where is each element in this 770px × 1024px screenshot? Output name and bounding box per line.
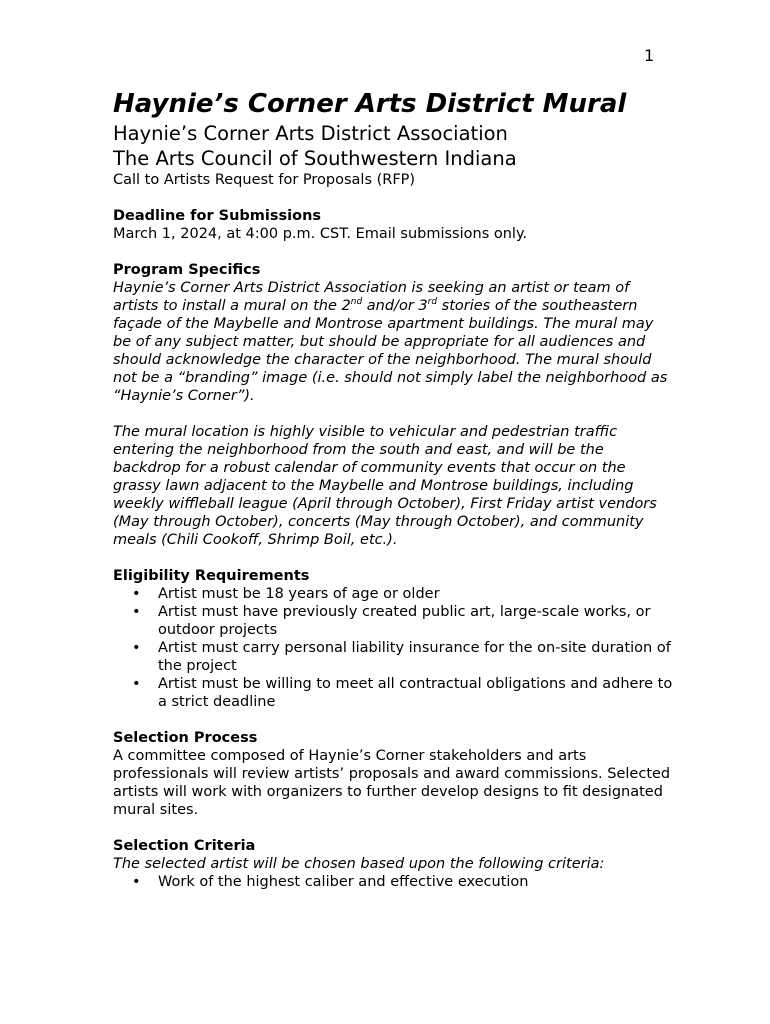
organization-1: Haynie’s Corner Arts District Association [113, 122, 508, 145]
page-title: Haynie’s Corner Arts District Mural [113, 89, 627, 119]
document-type: Call to Artists Request for Proposals (RFP) [113, 172, 416, 188]
list-item: • Artist must be willing to meet all contractual obligations and adhere to a strict deadline [132, 676, 673, 710]
list-item: • Artist must carry personal liability insurance for the on-site duration of the project [132, 640, 671, 674]
program-heading: Program Specifics [113, 262, 261, 278]
program-paragraph-1: Haynie’s Corner Arts District Association is seeking an artist or team of artists to install a mural on the 2nd and/or 3rd stories of the southeastern façade of the Maybelle and Montrose apartment buildings. The mural may be of any subject matter, but should be appropriate for all audiences and should acknowledge the character of the neighborhood. The mural should not be a “branding” image (i.e. should not simply label the neighborhood as “Haynie’s Corner”). [113, 280, 668, 404]
page-number: 1 [644, 46, 655, 65]
list-item: • Artist must be 18 years of age or older [132, 586, 440, 602]
selection-process-heading: Selection Process [113, 730, 258, 746]
deadline-text: March 1, 2024, at 4:00 p.m. CST. Email submissions only. [113, 226, 528, 242]
deadline-heading: Deadline for Submissions [113, 208, 322, 224]
selection-criteria-intro: The selected artist will be chosen based upon the following criteria: [113, 856, 605, 872]
program-paragraph-2: The mural location is highly visible to vehicular and pedestrian traffic entering the neighborhood from the south and east, and will be the backdrop for a robust calendar of community events that occur on the grassy lawn adjacent to the Maybelle and Montrose buildings, including weekly wiffleball league (April through October), First Friday artist vendors (May through October), concerts (May through October), and community meals (Chili Cookoff, Shrimp Boil, etc.). [113, 424, 657, 548]
selection-process-text: A committee composed of Haynie’s Corner stakeholders and arts professionals will review artists’ proposals and award commissions. Selected artists will work with organizers to further develop designs to fit designated mural sites. [113, 748, 671, 818]
document-body [113, 88, 673, 891]
eligibility-heading: Eligibility Requirements [113, 568, 310, 584]
list-item: • Artist must have previously created public art, large-scale works, or outdoor projects [132, 604, 651, 638]
selection-criteria-list [113, 873, 673, 891]
eligibility-list [113, 585, 673, 711]
list-item: • Work of the highest caliber and effective execution [132, 874, 529, 890]
selection-criteria-heading: Selection Criteria [113, 838, 256, 854]
organization-2: The Arts Council of Southwestern Indiana [113, 147, 517, 170]
